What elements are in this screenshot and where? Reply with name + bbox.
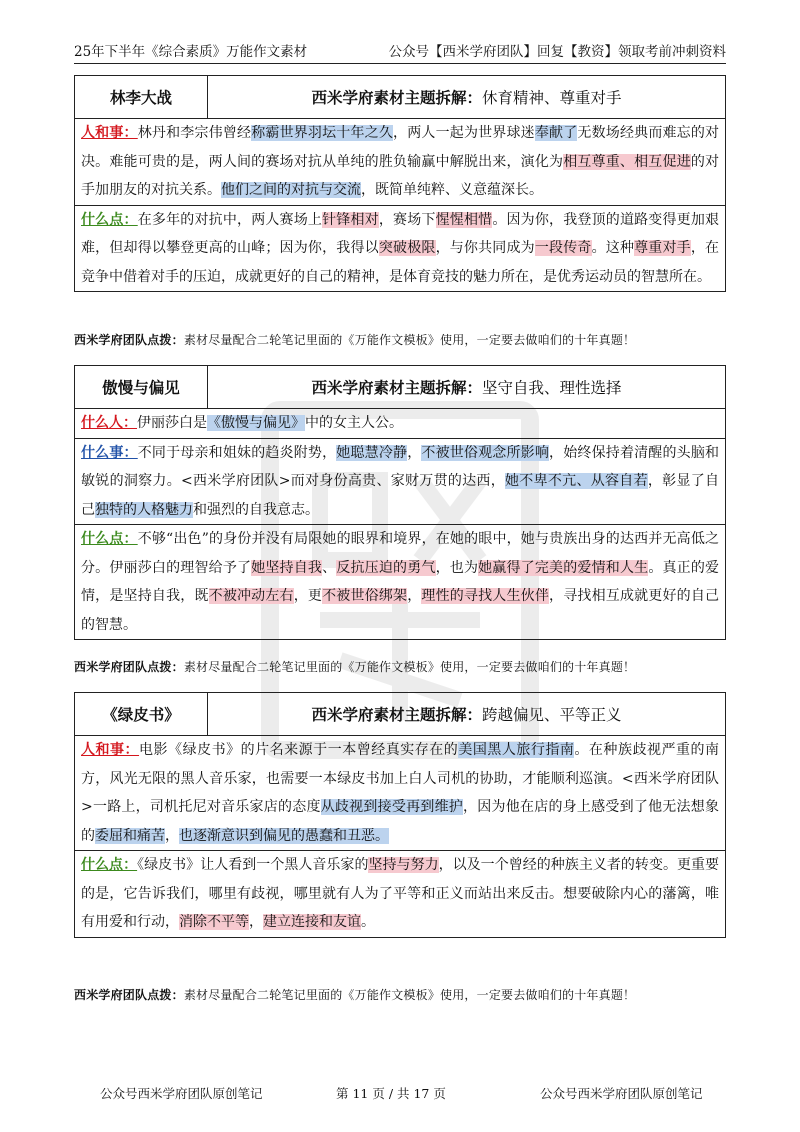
body-text: 在多年的对抗中，两人赛场上 [137,211,323,228]
body-text: 不够“出色”的身份并没有局限她的眼界和境界，在她的眼中，她与贵族出身的达西并无高低之分。伊丽莎白的理智给予了 [81,531,720,576]
body-text: ， [407,444,422,461]
card-row [75,119,726,206]
body-text: 的对手加朋友的对抗关系。 [81,153,720,198]
card-theme [208,693,726,736]
highlighted-text: 不被世俗观念所影响 [421,444,550,461]
body-text: 和强烈的自我意志。 [193,501,319,518]
body-text: ， [249,914,263,930]
body-text: ，两人一起为世界球迷 [393,125,535,141]
body-text: 伊丽莎白是 [137,415,207,431]
card-title: 《绿皮书》 [75,693,208,736]
theme-text: 休育精神、尊重对手 [482,89,622,107]
highlighted-text: 从歧视到接受再到维护 [320,799,464,815]
row-label: 什么点： [81,531,138,547]
highlighted-text: 她聪慧冷静 [336,444,408,461]
card-theme [208,366,726,409]
tip-text: 素材尽量配合二轮笔记里面的《万能作文模板》使用，一定要去做咱们的十年真题！ [183,660,636,674]
tip-label: 西米学府团队点拨： [74,333,184,347]
theme-text: 跨越偏见、平等正义 [482,706,622,724]
highlighted-text: 委屈和痛苦 [95,827,165,844]
highlighted-text: 针锋相对 [322,211,379,228]
card-row [75,736,726,851]
card-row [75,205,726,292]
body-text: 。真正的爱情，是坚持自我，既 [81,559,720,604]
theme-prefix: 西米学府素材主题拆解： [311,88,482,107]
body-text: 《绿皮书》让人看到一个黑人音乐家的 [137,857,369,873]
row-label: 什么事： [81,444,138,461]
highlighted-text: 坚持与努力 [368,857,439,873]
highlighted-text: 美国黑人旅行指南 [458,742,575,758]
theme-prefix: 西米学府素材主题拆解： [311,378,482,397]
body-text: ，始终保持着清醒的头脑和敏锐的洞察力。<西米学府团队>而对身份高贵、家财万贯的达西， [81,444,720,489]
body-text: ，寻找相互成就更好的自己的智慧。 [81,588,720,633]
body-text: 。因为你，我登顶的道路变得更加艰难，但却得以攀登更高的山峰；因为你，我得以 [81,211,720,256]
header-right-note: 公众号【西米学府团队】回复【教资】领取考前冲刺资料 [388,44,726,60]
body-text: ，赛场下 [378,211,436,228]
row-label: 人和事： [81,125,138,141]
tip-label: 西米学府团队点拨： [74,660,184,674]
card-row [75,438,726,525]
body-text: ，也为 [435,559,479,576]
highlighted-text: 反抗压迫的勇气 [336,559,436,576]
body-text: 、 [322,559,337,576]
tip-line [74,986,635,1003]
row-label: 什么人： [81,415,137,431]
material-card-2 [74,365,726,640]
body-text: ，因为他在店的身上感受到了他无法想象的 [81,799,720,844]
highlighted-text: 他们之间的对抗与交流 [221,182,361,198]
tip-text: 素材尽量配合二轮笔记里面的《万能作文模板》使用，一定要去做咱们的十年真题！ [183,988,636,1002]
card-theme [208,76,726,119]
card-row [75,851,726,938]
theme-text: 坚守自我、理性选择 [482,379,622,397]
tip-text: 素材尽量配合二轮笔记里面的《万能作文模板》使用，一定要去做咱们的十年真题！ [183,333,636,347]
body-text: 。 [361,914,375,930]
footer-page-number: 第 11 页 / 共 17 页 [336,1086,446,1101]
body-text: ，更 [293,588,323,604]
tip-label: 西米学府团队点拨： [74,988,184,1002]
card-row [75,409,726,439]
highlighted-text: 称霸世界羽坛十年之久 [251,125,394,141]
highlighted-text: 建立连接和友谊 [263,914,361,930]
highlighted-text: 《傲慢与偏见》 [207,415,305,431]
body-text: 。在种族歧视严重的南方，风光无限的黑人音乐家，也需要一本绿皮书加上白人司机的协助，才能顺利巡演。<西米学府团队>一路上，司机托尼对音乐家店的态度 [81,742,720,815]
theme-prefix: 西米学府素材主题拆解： [311,705,482,724]
highlighted-text: 理性的寻找人生伙伴 [421,588,550,604]
material-card-1 [74,75,726,292]
card-row [75,525,726,640]
body-text: ，以及一个曾经的种族主义者的转变。更重要的是，它告诉我们，哪里有歧视，哪里就有人为了平等和正义而站出来反击。想要破除内心的藩篱，唯有用爱和行动， [81,857,720,930]
page-header [74,38,726,64]
body-text: 。这种 [591,240,635,256]
header-left-title: 25年下半年《综合素质》万能作文素材 [74,44,308,60]
card-title: 林李大战 [75,76,208,119]
highlighted-text: 她不卑不亢、从容自若 [505,473,648,489]
highlighted-text: 不被冲动左右 [208,588,294,604]
highlighted-text: 她坚持自我 [251,559,323,576]
highlighted-text: 相互尊重、相互促进 [563,153,691,170]
footer-right: 公众号西米学府团队原创笔记 [540,1086,703,1101]
tip-line [74,331,635,348]
card-title: 傲慢与偏见 [75,366,208,409]
body-text: 林丹和李宗伟曾经 [137,125,252,141]
highlighted-text: 奉献了 [534,125,578,141]
highlighted-text: 也逐渐意识到偏见的愚蠢和丑恶。 [179,827,389,844]
row-label: 什么点： [81,857,138,873]
body-text: ，在竞争中借着对手的压迫，成就更好的自己的精神，是体育竞技的魅力所在，是优秀运动员的智慧所在。 [81,240,720,285]
highlighted-text: 突破极限 [378,240,436,256]
row-label: 人和事： [81,742,140,758]
highlighted-text: 她赢得了完美的爱情和人生 [478,559,649,576]
tip-line [74,658,635,675]
body-text: ，彰显了自己 [81,473,720,518]
body-text: 中的女主人公。 [305,415,403,431]
body-text: ，与你共同成为 [435,240,535,256]
highlighted-text: 不被世俗绑架 [322,588,408,604]
footer-left: 公众号西米学府团队原创笔记 [100,1086,263,1101]
highlighted-text: 尊重对手 [634,240,691,256]
body-text: ， [165,827,179,844]
highlighted-text: 一段传奇 [534,240,592,256]
highlighted-text: 惺惺相惜 [435,211,493,228]
body-text: 不同于母亲和姐妹的趋炎附势， [137,444,337,461]
row-label: 什么点： [81,211,138,228]
highlighted-text: 独特的人格魅力 [95,501,193,518]
body-text: 无数场经典而难忘的对决。难能可贵的是，两人间的赛场对抗从单纯的胜负输赢中解脱出来，演化为 [81,125,720,170]
body-text: ， [407,588,422,604]
material-card-3 [74,692,726,938]
body-text: 电影《绿皮书》的片名来源于一本曾经真实存在的 [139,742,459,758]
highlighted-text: 消除不平等 [179,914,249,930]
body-text: ，既简单纯粹、义意蕴深长。 [361,182,543,198]
